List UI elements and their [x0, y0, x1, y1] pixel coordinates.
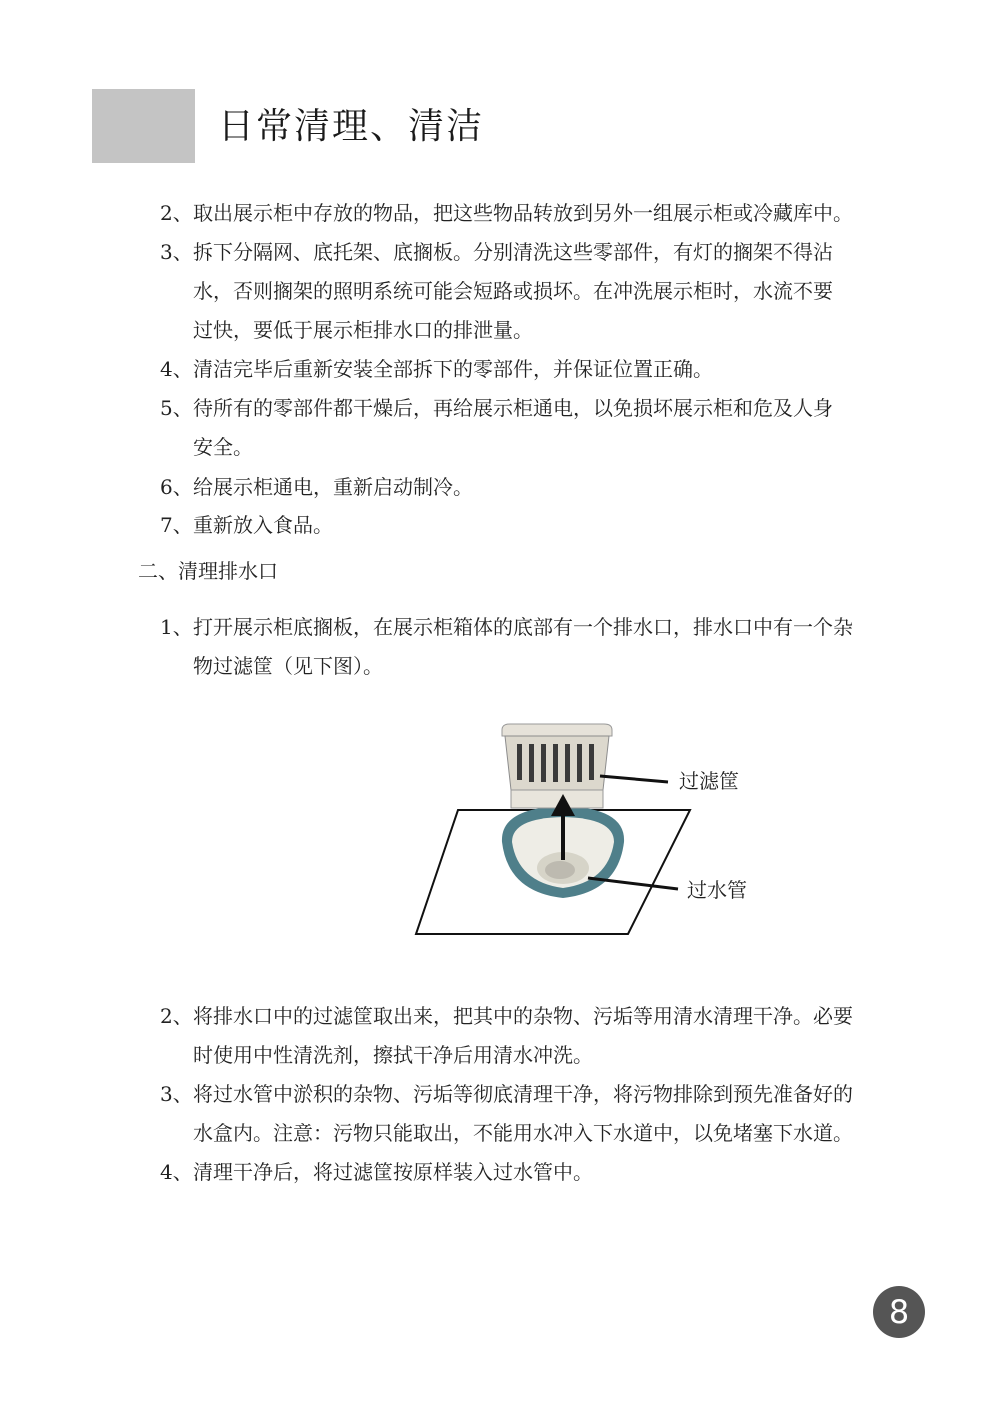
- step-text: 打开展示柜底搁板，在展示柜箱体的底部有一个排水口，排水口中有一个杂: [193, 615, 853, 639]
- step-text: 给展示柜通电，重新启动制冷。: [193, 475, 473, 499]
- step-text: 重新放入食品。: [193, 513, 333, 537]
- page-title: 日常清理、清洁: [218, 106, 485, 147]
- step-text: 取出展示柜中存放的物品，把这些物品转放到另外一组展示柜或冷藏库中。: [193, 201, 853, 225]
- step-text: 时使用中性清洗剂，擦拭干净后用清水冲洗。: [193, 1043, 593, 1067]
- step-number: 3、: [160, 1082, 193, 1106]
- step-text: 安全。: [193, 435, 253, 459]
- section-heading: 二、清理排水口: [138, 559, 278, 583]
- step-number: 7、: [160, 513, 193, 537]
- step-number: 2、: [160, 1004, 193, 1028]
- basket-leader-line: [600, 776, 668, 782]
- step-text: 将排水口中的过滤筐取出来，把其中的杂物、污垢等用清水清理干净。必要: [193, 1004, 853, 1028]
- step-text: 待所有的零部件都干燥后，再给展示柜通电，以免损坏展示柜和危及人身: [193, 396, 833, 420]
- step-number: 1、: [160, 615, 193, 639]
- step-text: 过快，要低于展示柜排水口的排泄量。: [193, 318, 533, 342]
- step-text: 清洁完毕后重新安装全部拆下的零部件，并保证位置正确。: [193, 357, 713, 381]
- step-text: 清理干净后，将过滤筐按原样装入过水管中。: [193, 1160, 593, 1184]
- step-text: 将过水管中淤积的杂物、污垢等彻底清理干净，将污物排除到预先准备好的: [193, 1082, 853, 1106]
- header-gray-block: [92, 89, 195, 163]
- drain-figure: [400, 720, 780, 950]
- step-number: 2、: [160, 201, 193, 225]
- step-number: 4、: [160, 1160, 193, 1184]
- step-number: 4、: [160, 357, 193, 381]
- step-number: 5、: [160, 396, 193, 420]
- filter-basket-image: [502, 724, 612, 808]
- filter-basket-label: 过滤筐: [679, 769, 739, 793]
- step-text: 水盒内。注意：污物只能取出，不能用水冲入下水道中，以免堵塞下水道。: [193, 1121, 853, 1145]
- step-number: 3、: [160, 240, 193, 264]
- step-text: 拆下分隔网、底托架、底搁板。分别清洗这些零部件，有灯的搁架不得沾: [193, 240, 833, 264]
- drain-illustration: [400, 720, 780, 950]
- drain-pipe-label: 过水管: [687, 878, 747, 902]
- step-number: 6、: [160, 475, 193, 499]
- page-number: 8: [873, 1286, 925, 1338]
- step-text: 物过滤筐（见下图）。: [193, 654, 383, 678]
- step-text: 水，否则搁架的照明系统可能会短路或损坏。在冲洗展示柜时，水流不要: [193, 279, 833, 303]
